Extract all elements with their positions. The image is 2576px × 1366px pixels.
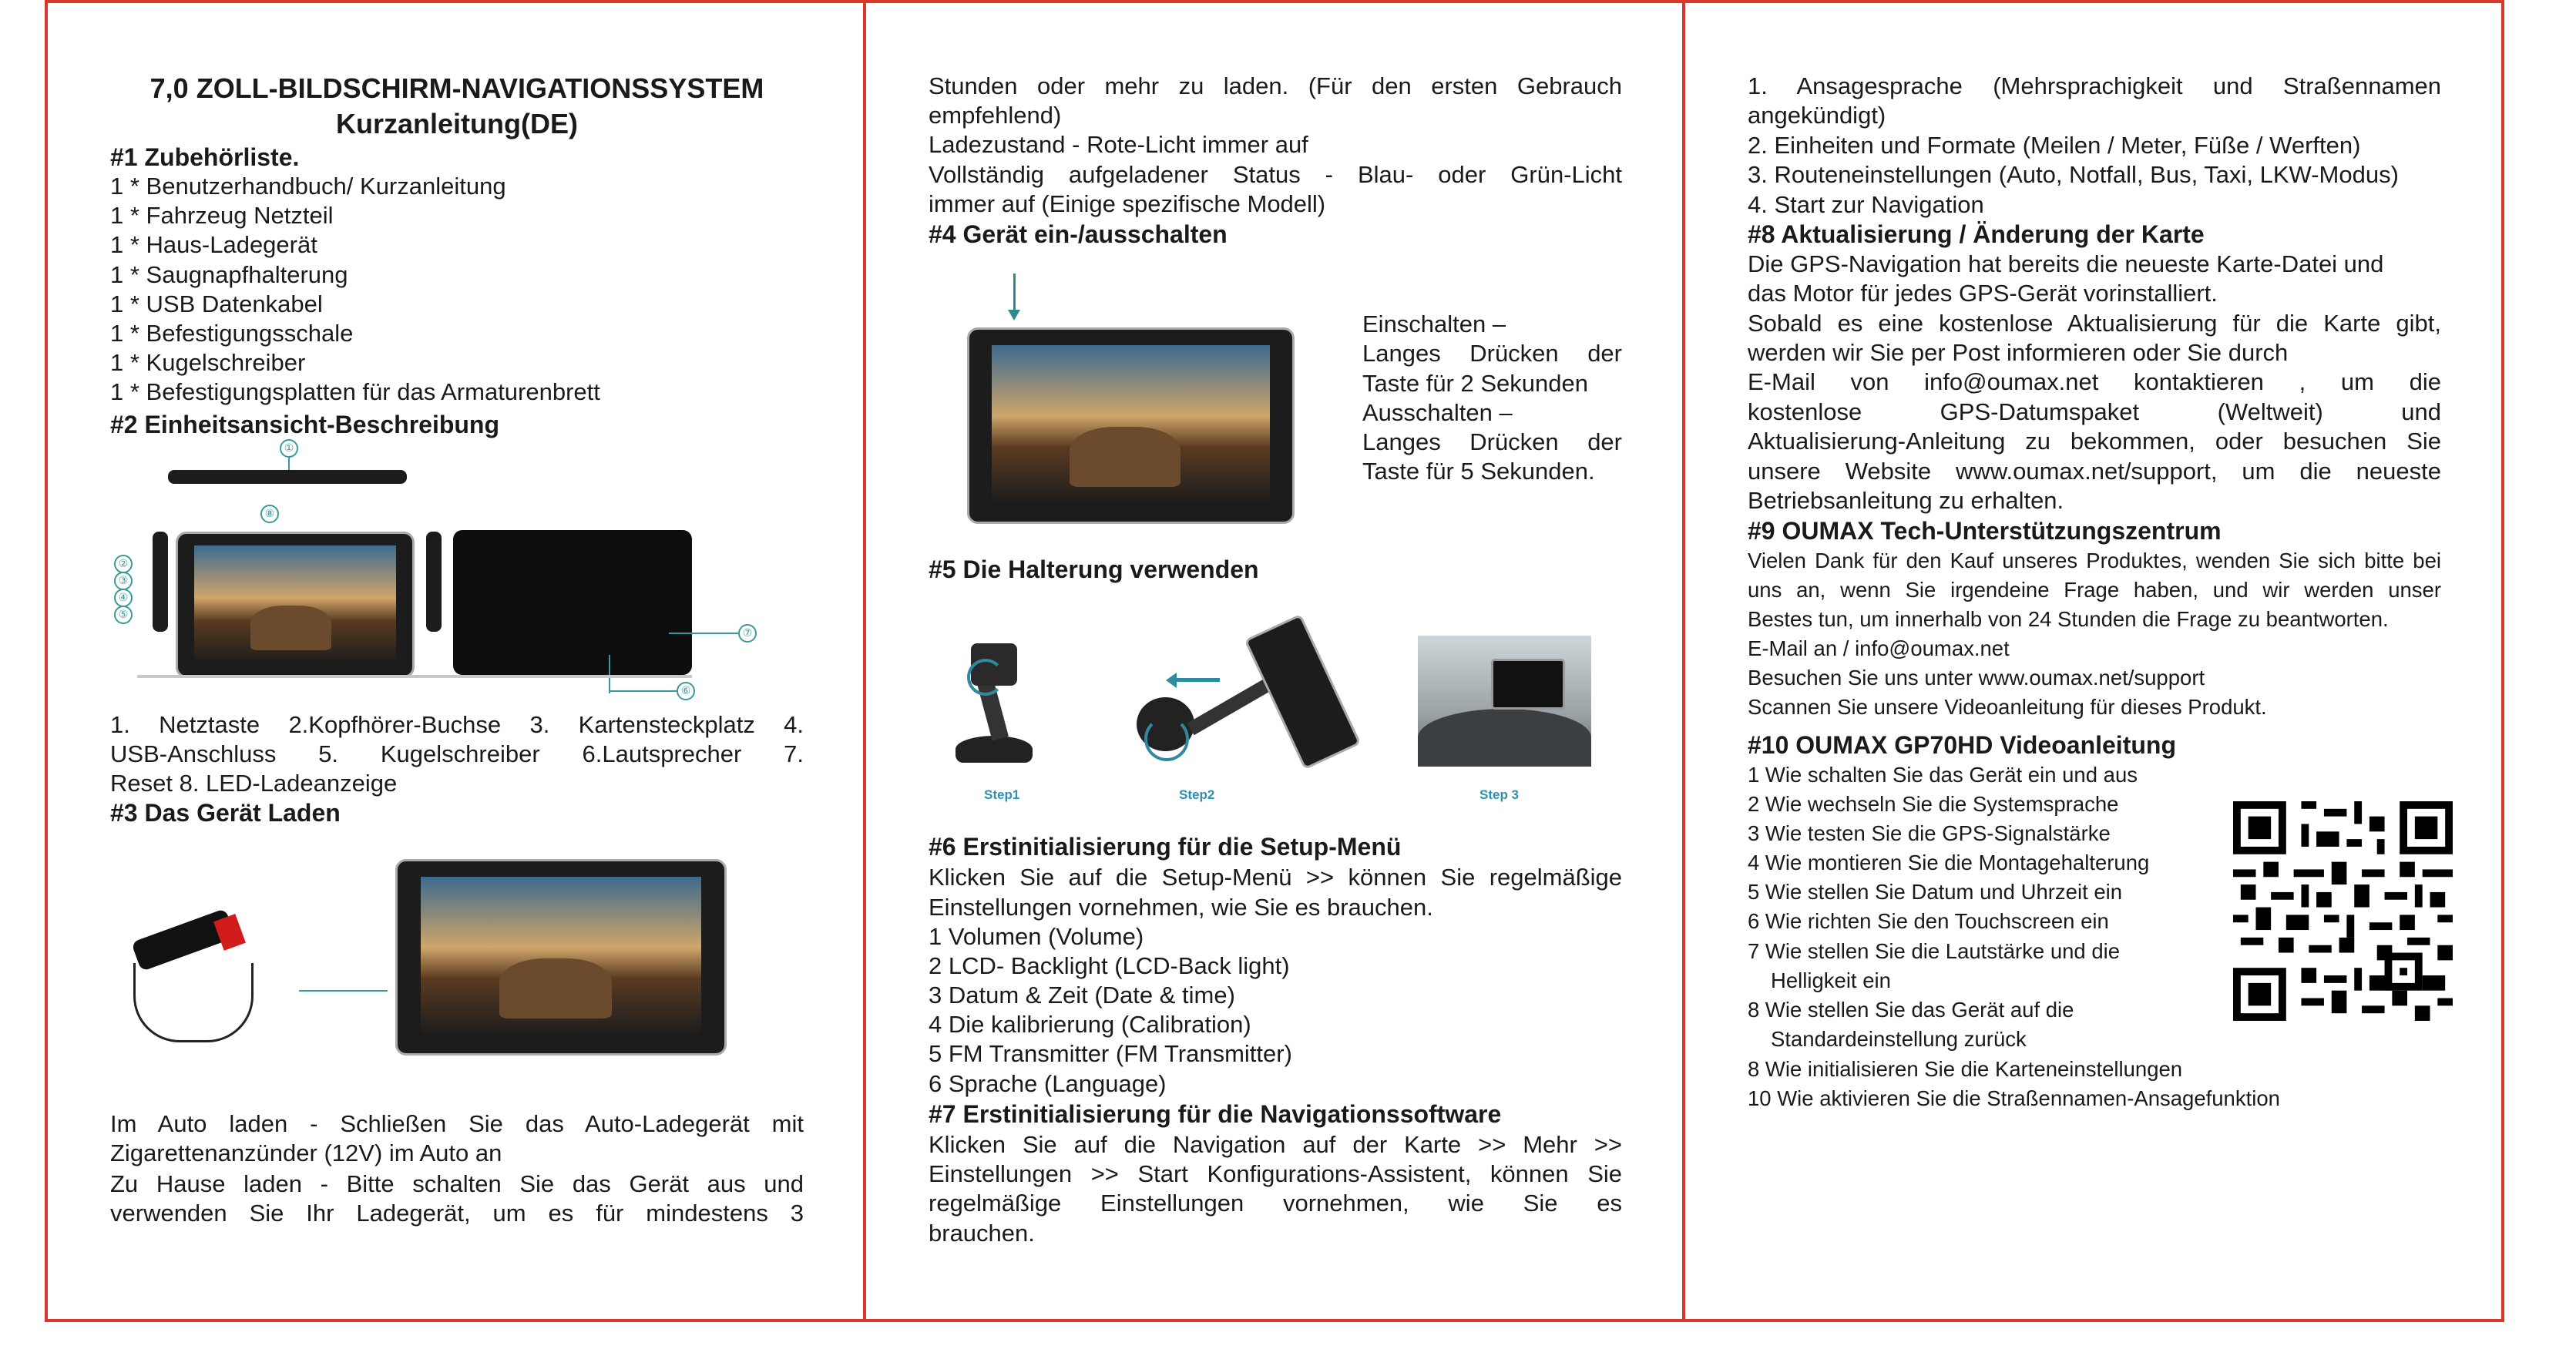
video-item: 8 Wie initialisieren Sie die Karteneinstellungen bbox=[1748, 1057, 2183, 1081]
nav-option-3: 3. Routeneinstellungen (Auto, Notfall, Bus, Taxi, LKW-Modus) bbox=[1748, 161, 2399, 188]
setup-line-2: Einstellungen vornehmen, wie Sie es brauchen. bbox=[929, 894, 1433, 921]
video-item: Helligkeit ein bbox=[1771, 968, 1891, 992]
map-para: kostenlose GPS-Datumspaket (Weltweit) und bbox=[1748, 398, 2441, 425]
callout-3: ③ bbox=[114, 572, 133, 590]
step1-image bbox=[944, 643, 1044, 763]
nav-option-1: 1. Ansagesprache (Mehrsprachigkeit und Straßennamen bbox=[1748, 72, 2441, 99]
car-charging-line-1: Im Auto laden - Schließen Sie das Auto-Ladegerät mit bbox=[110, 1110, 804, 1137]
doc-title: 7,0 ZOLL-BILDSCHIRM-NAVIGATIONSSYSTEM bbox=[149, 72, 764, 104]
support-para: uns an, wenn Sie irgendeine Frage haben, und wir werden unser bbox=[1748, 578, 2441, 602]
power-off-1: Ausschalten – bbox=[1362, 399, 1513, 426]
nav-line-1: Klicken Sie auf die Navigation auf der Karte >> Mehr >> bbox=[929, 1131, 1622, 1158]
charge-state: Ladezustand - Rote-Licht immer auf bbox=[929, 131, 1308, 158]
setup-line-1: Klicken Sie auf die Setup-Menü >> können Sie regelmäßige bbox=[929, 864, 1622, 891]
video-item: Standardeinstellung zurück bbox=[1771, 1027, 2027, 1051]
power-off-2: Langes Drücken der bbox=[1362, 428, 1622, 455]
map-para: Sobald es eine kostenlose Aktualisierung für die Karte gibt, bbox=[1748, 310, 2441, 337]
charge-continue-1: Stunden oder mehr zu laden. (Für den ersten Gebrauch bbox=[929, 72, 1622, 99]
accessory-item: 1 * Saugnapfhalterung bbox=[110, 261, 348, 288]
support-para: Bestes tun, um innerhalb von 24 Stunden die Frage zu beantworten. bbox=[1748, 607, 2389, 631]
nav-line-3: regelmäßige Einstellungen vornehmen, wie Sie es bbox=[929, 1190, 1622, 1217]
video-item: 7 Wie stellen Sie die Lautstärke und die bbox=[1748, 939, 2121, 963]
device-charging bbox=[395, 859, 727, 1056]
heading-nav-init: #7 Erstinitialisierung für die Navigationssoftware bbox=[929, 1100, 1502, 1128]
device-front-view bbox=[176, 532, 415, 678]
video-item: 10 Wie aktivieren Sie die Straßennamen-Ansagefunktion bbox=[1748, 1086, 2280, 1110]
device-side-right bbox=[426, 532, 442, 632]
support-para: Vielen Dank für den Kauf unseres Produktes, wenden Sie sich bitte bei bbox=[1748, 549, 2441, 572]
callout-2: ② bbox=[114, 555, 133, 573]
callout-4: ④ bbox=[114, 589, 133, 607]
accessory-item: 1 * USB Datenkabel bbox=[110, 290, 323, 317]
power-on-1: Einschalten – bbox=[1362, 310, 1506, 337]
parts-line-2: USB-Anschluss 5. Kugelschreiber 6.Lautsprecher 7. bbox=[110, 740, 804, 767]
map-para: werden wir Sie per Post informieren oder Sie durch bbox=[1748, 339, 2289, 366]
video-item: 6 Wie richten Sie den Touchscreen ein bbox=[1748, 909, 2109, 933]
heading-holder: #5 Die Halterung verwenden bbox=[929, 555, 1259, 583]
heading-unit-view: #2 Einheitsansicht-Beschreibung bbox=[110, 411, 500, 438]
charge-continue-2: empfehlend) bbox=[929, 102, 1062, 129]
unit-view-illustration bbox=[118, 439, 831, 697]
device-back-view bbox=[453, 530, 692, 675]
setup-menu-item: 6 Sprache (Language) bbox=[929, 1070, 1167, 1097]
doc-subtitle: Kurzanleitung(DE) bbox=[336, 108, 578, 139]
column-divider-2 bbox=[1682, 0, 1685, 1322]
heading-video: #10 OUMAX GP70HD Videoanleitung bbox=[1748, 731, 2176, 759]
video-item: 4 Wie montieren Sie die Montagehalterung bbox=[1748, 851, 2150, 874]
nav-line-4: brauchen. bbox=[929, 1220, 1035, 1247]
home-charging-line-1: Zu Hause laden - Bitte schalten Sie das Gerät aus und bbox=[110, 1170, 804, 1197]
nav-option-2: 2. Einheiten und Formate (Meilen / Meter, Füße / Werften) bbox=[1748, 132, 2361, 159]
heading-support: #9 OUMAX Tech-Unterstützungszentrum bbox=[1748, 517, 2222, 545]
power-on-3: Taste für 2 Sekunden bbox=[1362, 370, 1588, 397]
video-item: 8 Wie stellen Sie das Gerät auf die bbox=[1748, 998, 2074, 1022]
device-side-left bbox=[153, 532, 168, 632]
step2-image bbox=[1137, 616, 1368, 770]
full-state-1: Vollständig aufgeladener Status - Blau- oder Grün-Licht bbox=[929, 161, 1622, 188]
map-para: Die GPS-Navigation hat bereits die neueste Karte-Datei und bbox=[1748, 250, 2384, 277]
qr-code bbox=[2233, 801, 2453, 1021]
holder-steps-illustration bbox=[929, 609, 1622, 817]
heading-power: #4 Gerät ein-/ausschalten bbox=[929, 220, 1228, 248]
full-state-2: immer auf (Einige spezifische Modell) bbox=[929, 190, 1326, 217]
video-item: 5 Wie stellen Sie Datum und Uhrzeit ein bbox=[1748, 880, 2123, 904]
accessory-item: 1 * Haus-Ladegerät bbox=[110, 231, 317, 258]
accessory-item: 1 * Kugelschreiber bbox=[110, 349, 306, 376]
support-email: E-Mail an / info@oumax.net bbox=[1748, 636, 2010, 660]
step3-label: Step 3 bbox=[1479, 787, 1520, 802]
map-para: unsere Website www.oumax.net/support, um die neueste bbox=[1748, 458, 2441, 485]
setup-menu-item: 5 FM Transmitter (FM Transmitter) bbox=[929, 1040, 1292, 1067]
map-para: das Motor für jedes GPS-Gerät vorinstalliert. bbox=[1748, 280, 2218, 307]
parts-line-3: Reset 8. LED-Ladeanzeige bbox=[110, 770, 398, 797]
callout-6: ⑥ bbox=[677, 682, 695, 700]
home-charging-line-2: verwenden Sie Ihr Ladegerät, um es für mindestens 3 bbox=[110, 1200, 804, 1227]
accessory-item: 1 * Fahrzeug Netzteil bbox=[110, 202, 334, 229]
heading-setup: #6 Erstinitialisierung für die Setup-Menü bbox=[929, 833, 1402, 861]
callout-5: ⑤ bbox=[114, 606, 133, 624]
step1-label: Step1 bbox=[984, 787, 1020, 802]
car-charging-line-2: Zigarettenanzünder (12V) im Auto an bbox=[110, 1139, 502, 1166]
parts-line-1: 1. Netztaste 2.Kopfhörer-Buchse 3. Kartensteckplatz 4. bbox=[110, 711, 804, 738]
accessory-item: 1 * Befestigungsplatten für das Armaturenbrett bbox=[110, 378, 600, 405]
video-item: 3 Wie testen Sie die GPS-Signalstärke bbox=[1748, 821, 2111, 845]
heading-map-update: #8 Aktualisierung / Änderung der Karte bbox=[1748, 220, 2205, 248]
accessory-item: 1 * Benutzerhandbuch/ Kurzanleitung bbox=[110, 173, 506, 200]
step2-label: Step2 bbox=[1179, 787, 1215, 802]
setup-menu-item: 2 LCD- Backlight (LCD-Back light) bbox=[929, 952, 1290, 979]
map-para: Betriebsanleitung zu erhalten. bbox=[1748, 487, 2064, 514]
setup-menu-item: 1 Volumen (Volume) bbox=[929, 923, 1144, 950]
base-line bbox=[137, 675, 692, 678]
setup-menu-item: 4 Die kalibrierung (Calibration) bbox=[929, 1011, 1251, 1038]
power-off-3: Taste für 5 Sekunden. bbox=[1362, 458, 1595, 485]
nav-line-2: Einstellungen >> Start Konfigurations-Assistent, können Sie bbox=[929, 1160, 1622, 1187]
power-on-2: Langes Drücken der bbox=[1362, 340, 1622, 367]
video-item: 2 Wie wechseln Sie die Systemsprache bbox=[1748, 792, 2119, 816]
device-power bbox=[967, 327, 1295, 524]
charger-illustration bbox=[110, 840, 742, 1094]
callout-7: ⑦ bbox=[738, 624, 757, 643]
support-scan: Scannen Sie unsere Videoanleitung für dieses Produkt. bbox=[1748, 695, 2267, 719]
map-para: E-Mail von info@oumax.net kontaktieren , um die bbox=[1748, 368, 2441, 395]
heading-accessories: #1 Zubehörliste. bbox=[110, 143, 300, 171]
nav-option-1-cont: angekündigt) bbox=[1748, 102, 1886, 129]
device-top-view bbox=[168, 470, 407, 484]
accessory-item: 1 * Befestigungsschale bbox=[110, 320, 354, 347]
setup-menu-item: 3 Datum & Zeit (Date & time) bbox=[929, 982, 1235, 1009]
column-divider-1 bbox=[863, 0, 866, 1322]
heading-charging: #3 Das Gerät Laden bbox=[110, 799, 341, 827]
callout-8: ⑧ bbox=[260, 505, 279, 523]
map-para: Aktualisierung-Anleitung zu bekommen, oder besuchen Sie bbox=[1748, 428, 2441, 455]
callout-1: ① bbox=[280, 439, 298, 458]
video-item: 1 Wie schalten Sie das Gerät ein und aus bbox=[1748, 763, 2138, 787]
step3-image bbox=[1418, 636, 1591, 767]
nav-option-4: 4. Start zur Navigation bbox=[1748, 191, 1984, 218]
support-website: Besuchen Sie uns unter www.oumax.net/support bbox=[1748, 666, 2205, 690]
